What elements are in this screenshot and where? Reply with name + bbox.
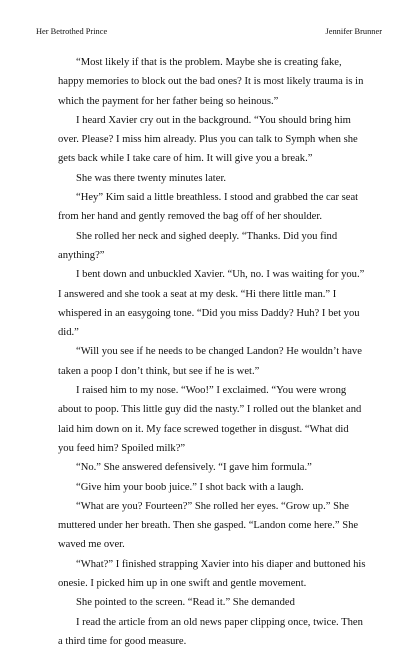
body-text [58,53,366,651]
paragraph: She rolled her neck and sighed deeply. “Thanks. Did you find anything?” [58,230,338,261]
paragraph: “What?” I finished strapping Xavier into his diaper and buttoned his onesie. I picked him up in one swift and gentle movement. [58,558,366,590]
header-author-name: Jennifer Brunner [325,27,382,36]
paragraph: I heard Xavier cry out in the background. “You should bring him over. Please? I miss him already. Plus you can talk to Symph when she gets back while I take care of him. It will give you a break.” [58,114,358,165]
paragraph: “Will you see if he needs to be changed Landon? He wouldn’t have taken a poop I don’t think, but see if he is wet.” [58,346,362,377]
page-header [36,26,382,38]
paragraph: “No.” She answered defensively. “I gave him formula.” [76,462,312,474]
paragraph: “Hey” Kim said a little breathless. I stood and grabbed the car seat from her hand and gently removed the bag off of her shoulder. [58,192,359,223]
paragraph: “What are you? Fourteen?” She rolled her eyes. “Grow up.” She muttered under her breath. Then she gasped. “Landon come here.” She waved me over. [58,500,359,551]
paragraph: I bent down and unbuckled Xavier. “Uh, no. I was waiting for you.” I answered and she took a seat at my desk. “Hi there little man.” I whispered in an easygoing tone. “Did you miss Daddy? Huh? I bet you did.” [58,269,365,339]
paragraph: She was there twenty minutes later. [76,172,227,184]
paragraph: “Give him your boob juice.” I shot back with a laugh. [76,481,304,493]
paragraph: She pointed to the screen. “Read it.” She demanded [76,597,295,609]
paragraph: “Most likely if that is the problem. Maybe she is creating fake, happy memories to block out the bad ones? It is most likely trauma is in which the payment for her father being so heinous.” [58,57,364,107]
header-book-title: Her Betrothed Prince [36,27,108,36]
paragraph: I read the article from an old news paper clipping once, twice. Then a third time for good measure. [58,616,363,647]
paragraph: I raised him to my nose. “Woo!” I exclaimed. “You were wrong about to poop. This little guy did the nasty.” I rolled out the blanket and laid him down on it. My face screwed together in disgust. “What did you feed him? Spoiled milk?” [58,385,362,454]
